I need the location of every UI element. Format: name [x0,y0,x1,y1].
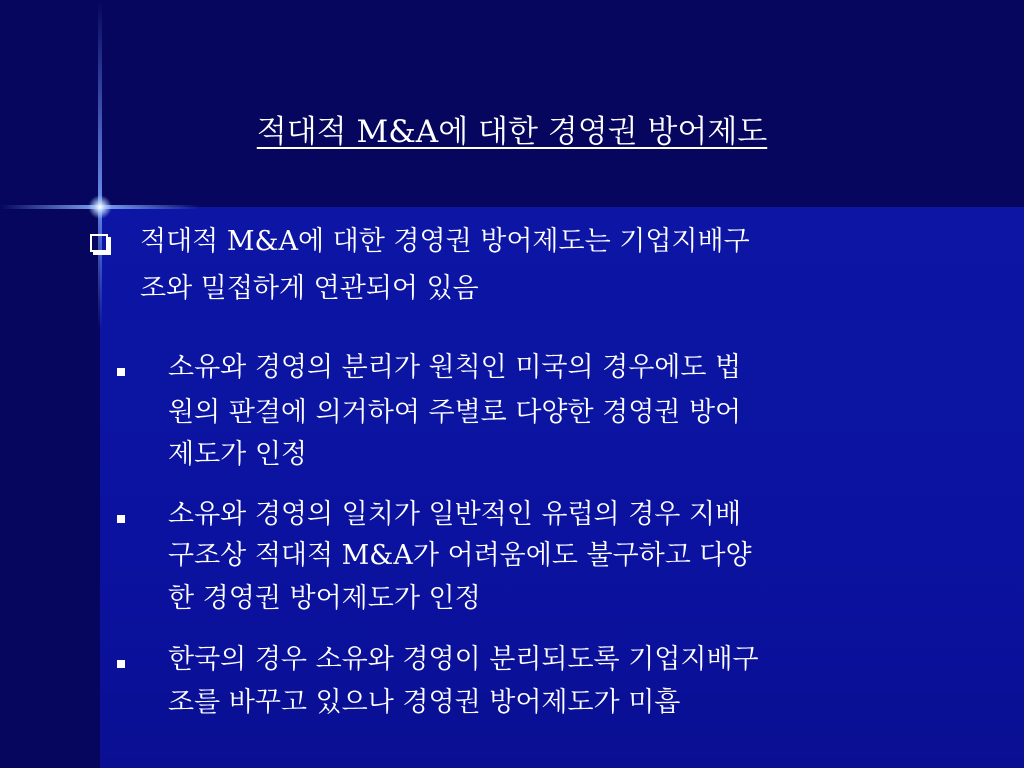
sub-point-1-line-3: 제도가 인정 [168,439,307,470]
square-bullet-icon [117,515,125,523]
square-bullet-icon [117,368,125,376]
sparkle-star-icon [88,195,112,219]
sub-point-1-line-1: 소유와 경영의 분리가 원칙인 미국의 경우에도 법 [168,352,742,383]
main-point-line-2: 조와 밀접하게 연관되어 있음 [140,273,479,304]
hollow-square-bullet-icon [90,234,108,252]
sub-point-2-line-3: 한 경영권 방어제도가 인정 [168,583,481,614]
sub-point-3-line-1: 한국의 경우 소유와 경영이 분리되도록 기업지배구 [168,644,759,675]
sub-point-2-line-2: 구조상 적대적 M&A가 어려움에도 불구하고 다양 [168,540,752,571]
left-band [0,207,100,768]
slide-title: 적대적 M&A에 대한 경영권 방어제도 [256,114,768,150]
header-band [0,0,1024,207]
sub-point-1-line-2: 원의 판결에 의거하여 주별로 다양한 경영권 방어 [168,397,742,428]
square-bullet-icon [117,660,125,668]
sparkle-vertical-decoration [98,0,102,330]
sub-point-3-line-2: 조를 바꾸고 있으나 경영권 방어제도가 미흡 [168,687,681,718]
sub-point-2-line-1: 소유와 경영의 일치가 일반적인 유럽의 경우 지배 [168,499,742,530]
main-point-line-1: 적대적 M&A에 대한 경영권 방어제도는 기업지배구 [140,226,750,257]
